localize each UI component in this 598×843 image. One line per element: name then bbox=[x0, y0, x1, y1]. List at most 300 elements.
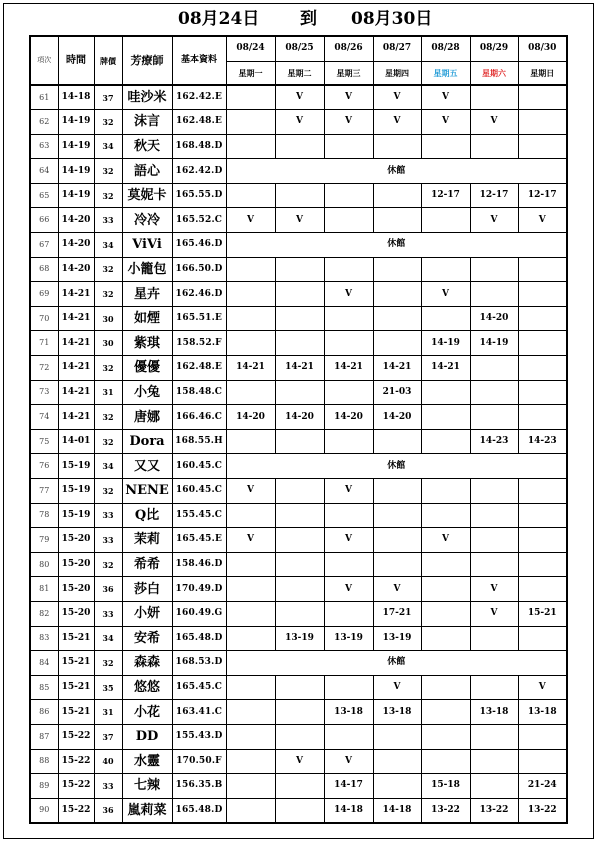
schedule-cell: V bbox=[373, 110, 421, 135]
schedule-cell bbox=[421, 405, 470, 430]
schedule-cell bbox=[518, 479, 567, 504]
schedule-cell bbox=[373, 774, 421, 799]
schedule-cell: 14-23 bbox=[518, 429, 567, 454]
row-number-cell: 87 bbox=[30, 724, 58, 749]
closed-cell: 休館 bbox=[226, 159, 567, 184]
date-header-0824: 08/24 bbox=[226, 36, 275, 61]
schedule-cell bbox=[324, 183, 373, 208]
schedule-cell bbox=[226, 257, 275, 282]
table-row bbox=[30, 651, 567, 676]
schedule-cell bbox=[324, 552, 373, 577]
schedule-cell bbox=[275, 798, 324, 823]
time-cell: 15-22 bbox=[58, 798, 94, 823]
time-cell: 15-20 bbox=[58, 552, 94, 577]
profile-cell: 162.46.D bbox=[172, 282, 226, 307]
schedule-cell: V bbox=[275, 749, 324, 774]
schedule-cell: V bbox=[324, 85, 373, 110]
schedule-cell: 13-18 bbox=[518, 700, 567, 725]
schedule-cell bbox=[373, 208, 421, 233]
schedule-cell: V bbox=[373, 85, 421, 110]
price-cell: 35 bbox=[94, 675, 122, 700]
table-row bbox=[30, 356, 567, 381]
schedule-cell bbox=[373, 528, 421, 553]
schedule-cell: 14-21 bbox=[421, 356, 470, 381]
price-cell: 32 bbox=[94, 405, 122, 430]
profile-cell: 166.50.D bbox=[172, 257, 226, 282]
price-cell: 33 bbox=[94, 601, 122, 626]
schedule-cell bbox=[518, 626, 567, 651]
therapist-name-cell: 安希 bbox=[122, 626, 172, 651]
row-number-cell: 64 bbox=[30, 159, 58, 184]
schedule-cell: 14-21 bbox=[275, 356, 324, 381]
schedule-cell bbox=[421, 552, 470, 577]
date-header-0830: 08/30 bbox=[518, 36, 567, 61]
schedule-cell bbox=[275, 257, 324, 282]
time-cell: 15-19 bbox=[58, 454, 94, 479]
schedule-cell bbox=[421, 503, 470, 528]
schedule-cell: V bbox=[518, 208, 567, 233]
schedule-cell bbox=[518, 749, 567, 774]
schedule-cell: 14-20 bbox=[373, 405, 421, 430]
schedule-cell bbox=[275, 528, 324, 553]
profile-cell: 158.46.D bbox=[172, 552, 226, 577]
row-number-cell: 73 bbox=[30, 380, 58, 405]
price-cell: 36 bbox=[94, 798, 122, 823]
table-row bbox=[30, 479, 567, 504]
table-row bbox=[30, 724, 567, 749]
schedule-cell bbox=[518, 110, 567, 135]
schedule-cell: 14-18 bbox=[373, 798, 421, 823]
time-cell: 15-19 bbox=[58, 479, 94, 504]
table-row bbox=[30, 257, 567, 282]
schedule-cell: 15-18 bbox=[421, 774, 470, 799]
therapist-name-cell: Q比 bbox=[122, 503, 172, 528]
schedule-cell bbox=[226, 749, 275, 774]
schedule-cell bbox=[373, 282, 421, 307]
schedule-cell bbox=[275, 675, 324, 700]
weekday-header-fri: 星期五 bbox=[421, 61, 470, 85]
schedule-cell bbox=[518, 503, 567, 528]
closed-cell: 休館 bbox=[226, 454, 567, 479]
table-row bbox=[30, 675, 567, 700]
schedule-cell: 13-18 bbox=[324, 700, 373, 725]
schedule-cell bbox=[421, 208, 470, 233]
table-row bbox=[30, 405, 567, 430]
time-cell: 14-19 bbox=[58, 110, 94, 135]
schedule-cell: V bbox=[470, 110, 518, 135]
therapist-name-cell: 莫妮卡 bbox=[122, 183, 172, 208]
time-cell: 15-22 bbox=[58, 724, 94, 749]
price-cell: 30 bbox=[94, 306, 122, 331]
time-cell: 14-21 bbox=[58, 356, 94, 381]
title-to: 到 bbox=[300, 9, 317, 29]
price-cell: 33 bbox=[94, 528, 122, 553]
schedule-table bbox=[29, 35, 568, 824]
schedule-cell bbox=[275, 577, 324, 602]
schedule-cell bbox=[226, 183, 275, 208]
schedule-cell bbox=[373, 749, 421, 774]
schedule-cell bbox=[518, 282, 567, 307]
schedule-cell bbox=[518, 331, 567, 356]
row-number-cell: 66 bbox=[30, 208, 58, 233]
schedule-cell: 14-17 bbox=[324, 774, 373, 799]
header-row-dates bbox=[30, 36, 567, 61]
schedule-cell bbox=[421, 749, 470, 774]
schedule-cell: V bbox=[324, 479, 373, 504]
schedule-cell bbox=[470, 282, 518, 307]
price-cell: 34 bbox=[94, 454, 122, 479]
schedule-cell bbox=[275, 134, 324, 159]
schedule-cell bbox=[324, 134, 373, 159]
schedule-cell: V bbox=[226, 528, 275, 553]
row-number-cell: 81 bbox=[30, 577, 58, 602]
row-number-cell: 68 bbox=[30, 257, 58, 282]
schedule-cell bbox=[226, 331, 275, 356]
therapist-name-cell: 冷冷 bbox=[122, 208, 172, 233]
time-cell: 15-20 bbox=[58, 528, 94, 553]
schedule-cell bbox=[275, 479, 324, 504]
row-number-cell: 77 bbox=[30, 479, 58, 504]
schedule-cell bbox=[470, 675, 518, 700]
schedule-cell bbox=[226, 798, 275, 823]
schedule-cell bbox=[275, 601, 324, 626]
table-row bbox=[30, 159, 567, 184]
schedule-cell bbox=[226, 380, 275, 405]
profile-cell: 155.43.D bbox=[172, 724, 226, 749]
schedule-cell bbox=[324, 675, 373, 700]
schedule-cell bbox=[421, 380, 470, 405]
row-number-cell: 90 bbox=[30, 798, 58, 823]
schedule-cell bbox=[421, 724, 470, 749]
row-number-cell: 69 bbox=[30, 282, 58, 307]
therapist-name-cell: 希希 bbox=[122, 552, 172, 577]
header-therapist: 芳療師 bbox=[122, 36, 172, 85]
table-row bbox=[30, 380, 567, 405]
schedule-cell bbox=[226, 552, 275, 577]
schedule-header bbox=[30, 36, 567, 85]
time-cell: 15-22 bbox=[58, 749, 94, 774]
schedule-cell: 13-19 bbox=[373, 626, 421, 651]
table-row bbox=[30, 601, 567, 626]
row-number-cell: 71 bbox=[30, 331, 58, 356]
schedule-cell: 14-21 bbox=[324, 356, 373, 381]
schedule-cell bbox=[518, 405, 567, 430]
schedule-cell bbox=[373, 306, 421, 331]
therapist-name-cell: 星卉 bbox=[122, 282, 172, 307]
profile-cell: 158.52.F bbox=[172, 331, 226, 356]
therapist-name-cell: 森森 bbox=[122, 651, 172, 676]
weekday-header-thu: 星期四 bbox=[373, 61, 421, 85]
time-cell: 14-19 bbox=[58, 159, 94, 184]
therapist-name-cell: ViVi bbox=[122, 233, 172, 258]
row-number-cell: 61 bbox=[30, 85, 58, 110]
therapist-name-cell: 莎白 bbox=[122, 577, 172, 602]
schedule-cell: 14-20 bbox=[324, 405, 373, 430]
schedule-cell: 12-17 bbox=[421, 183, 470, 208]
schedule-cell bbox=[470, 134, 518, 159]
price-cell: 36 bbox=[94, 577, 122, 602]
date-header-0829: 08/29 bbox=[470, 36, 518, 61]
therapist-name-cell: 水靈 bbox=[122, 749, 172, 774]
profile-cell: 165.45.C bbox=[172, 675, 226, 700]
schedule-cell: 13-18 bbox=[470, 700, 518, 725]
weekday-header-mon: 星期一 bbox=[226, 61, 275, 85]
time-cell: 15-20 bbox=[58, 601, 94, 626]
price-cell: 32 bbox=[94, 356, 122, 381]
row-number-cell: 85 bbox=[30, 675, 58, 700]
schedule-cell: 17-21 bbox=[373, 601, 421, 626]
closed-cell: 休館 bbox=[226, 233, 567, 258]
schedule-cell bbox=[324, 429, 373, 454]
schedule-cell bbox=[226, 134, 275, 159]
schedule-cell: 21-03 bbox=[373, 380, 421, 405]
time-cell: 15-21 bbox=[58, 626, 94, 651]
schedule-cell bbox=[226, 282, 275, 307]
therapist-name-cell: 七辣 bbox=[122, 774, 172, 799]
schedule-cell bbox=[226, 577, 275, 602]
schedule-cell bbox=[470, 405, 518, 430]
profile-cell: 166.46.C bbox=[172, 405, 226, 430]
schedule-cell bbox=[518, 85, 567, 110]
row-number-cell: 78 bbox=[30, 503, 58, 528]
row-number-cell: 76 bbox=[30, 454, 58, 479]
schedule-cell bbox=[275, 380, 324, 405]
price-cell: 40 bbox=[94, 749, 122, 774]
therapist-name-cell: DD bbox=[122, 724, 172, 749]
schedule-cell bbox=[324, 331, 373, 356]
schedule-cell bbox=[324, 724, 373, 749]
row-number-cell: 80 bbox=[30, 552, 58, 577]
price-cell: 32 bbox=[94, 110, 122, 135]
time-cell: 14-20 bbox=[58, 208, 94, 233]
therapist-name-cell: Dora bbox=[122, 429, 172, 454]
schedule-cell: V bbox=[421, 110, 470, 135]
time-cell: 14-21 bbox=[58, 306, 94, 331]
schedule-cell bbox=[373, 552, 421, 577]
schedule-cell bbox=[518, 724, 567, 749]
time-cell: 14-01 bbox=[58, 429, 94, 454]
schedule-cell bbox=[226, 429, 275, 454]
schedule-cell bbox=[518, 356, 567, 381]
schedule-body bbox=[30, 85, 567, 823]
schedule-cell bbox=[226, 110, 275, 135]
profile-cell: 165.48.D bbox=[172, 626, 226, 651]
schedule-cell bbox=[421, 479, 470, 504]
time-cell: 15-22 bbox=[58, 774, 94, 799]
table-row bbox=[30, 577, 567, 602]
schedule-cell bbox=[421, 306, 470, 331]
price-cell: 33 bbox=[94, 774, 122, 799]
time-cell: 14-21 bbox=[58, 331, 94, 356]
price-cell: 32 bbox=[94, 282, 122, 307]
row-number-cell: 86 bbox=[30, 700, 58, 725]
schedule-cell bbox=[226, 626, 275, 651]
schedule-cell bbox=[275, 774, 324, 799]
schedule-cell bbox=[373, 183, 421, 208]
schedule-cell bbox=[226, 774, 275, 799]
price-cell: 32 bbox=[94, 651, 122, 676]
schedule-cell: V bbox=[373, 577, 421, 602]
date-header-0828: 08/28 bbox=[421, 36, 470, 61]
profile-cell: 162.42.D bbox=[172, 159, 226, 184]
schedule-cell: 14-21 bbox=[226, 356, 275, 381]
therapist-name-cell: 語心 bbox=[122, 159, 172, 184]
profile-cell: 165.51.E bbox=[172, 306, 226, 331]
row-number-cell: 89 bbox=[30, 774, 58, 799]
table-row bbox=[30, 552, 567, 577]
schedule-cell bbox=[275, 552, 324, 577]
row-number-cell: 70 bbox=[30, 306, 58, 331]
price-cell: 33 bbox=[94, 208, 122, 233]
time-cell: 14-19 bbox=[58, 134, 94, 159]
table-row bbox=[30, 208, 567, 233]
schedule-cell bbox=[470, 528, 518, 553]
schedule-cell bbox=[226, 85, 275, 110]
profile-cell: 156.35.B bbox=[172, 774, 226, 799]
profile-cell: 165.48.D bbox=[172, 798, 226, 823]
schedule-cell bbox=[470, 503, 518, 528]
weekday-header-sun: 星期日 bbox=[518, 61, 567, 85]
schedule-cell: 13-19 bbox=[275, 626, 324, 651]
profile-cell: 163.41.C bbox=[172, 700, 226, 725]
schedule-cell bbox=[226, 724, 275, 749]
schedule-cell bbox=[324, 208, 373, 233]
schedule-cell bbox=[275, 700, 324, 725]
row-number-cell: 75 bbox=[30, 429, 58, 454]
table-row bbox=[30, 503, 567, 528]
header-time: 時間 bbox=[58, 36, 94, 85]
schedule-cell: V bbox=[275, 110, 324, 135]
schedule-cell bbox=[226, 306, 275, 331]
therapist-name-cell: 小兔 bbox=[122, 380, 172, 405]
profile-cell: 162.42.E bbox=[172, 85, 226, 110]
schedule-cell bbox=[421, 577, 470, 602]
profile-cell: 168.48.D bbox=[172, 134, 226, 159]
row-number-cell: 62 bbox=[30, 110, 58, 135]
schedule-cell: V bbox=[421, 282, 470, 307]
therapist-name-cell: 優優 bbox=[122, 356, 172, 381]
schedule-cell: V bbox=[324, 282, 373, 307]
schedule-cell: V bbox=[421, 528, 470, 553]
table-row bbox=[30, 331, 567, 356]
schedule-cell bbox=[373, 479, 421, 504]
schedule-cell bbox=[518, 257, 567, 282]
schedule-cell bbox=[470, 626, 518, 651]
row-number-cell: 72 bbox=[30, 356, 58, 381]
schedule-cell bbox=[373, 724, 421, 749]
time-cell: 14-21 bbox=[58, 405, 94, 430]
table-row bbox=[30, 528, 567, 553]
weekday-header-tue: 星期二 bbox=[275, 61, 324, 85]
schedule-cell: 13-19 bbox=[324, 626, 373, 651]
weekday-header-wed: 星期三 bbox=[324, 61, 373, 85]
schedule-cell bbox=[518, 134, 567, 159]
schedule-cell bbox=[470, 774, 518, 799]
schedule-cell: V bbox=[226, 208, 275, 233]
row-number-cell: 84 bbox=[30, 651, 58, 676]
schedule-cell: V bbox=[324, 577, 373, 602]
schedule-cell: 13-18 bbox=[373, 700, 421, 725]
schedule-cell bbox=[518, 552, 567, 577]
time-cell: 14-20 bbox=[58, 233, 94, 258]
schedule-cell: V bbox=[324, 528, 373, 553]
schedule-cell bbox=[518, 577, 567, 602]
header-index: 項次 bbox=[30, 36, 58, 85]
header-price: 牌價 bbox=[94, 36, 122, 85]
therapist-name-cell: 如煙 bbox=[122, 306, 172, 331]
schedule-cell: 14-18 bbox=[324, 798, 373, 823]
schedule-cell bbox=[324, 257, 373, 282]
title-start-date: 08月24日 bbox=[178, 9, 260, 29]
time-cell: 15-19 bbox=[58, 503, 94, 528]
price-cell: 31 bbox=[94, 380, 122, 405]
schedule-cell: 12-17 bbox=[470, 183, 518, 208]
table-row bbox=[30, 749, 567, 774]
schedule-cell bbox=[373, 134, 421, 159]
schedule-cell: V bbox=[470, 577, 518, 602]
price-cell: 32 bbox=[94, 429, 122, 454]
therapist-name-cell: 小籠包 bbox=[122, 257, 172, 282]
price-cell: 32 bbox=[94, 159, 122, 184]
profile-cell: 162.48.E bbox=[172, 110, 226, 135]
table-row bbox=[30, 626, 567, 651]
schedule-cell bbox=[275, 183, 324, 208]
weekday-header-sat: 星期六 bbox=[470, 61, 518, 85]
row-number-cell: 67 bbox=[30, 233, 58, 258]
price-cell: 34 bbox=[94, 233, 122, 258]
time-cell: 15-21 bbox=[58, 700, 94, 725]
profile-cell: 170.50.F bbox=[172, 749, 226, 774]
schedule-cell: 15-21 bbox=[518, 601, 567, 626]
schedule-cell bbox=[275, 331, 324, 356]
profile-cell: 168.53.D bbox=[172, 651, 226, 676]
schedule-cell: 14-20 bbox=[226, 405, 275, 430]
row-number-cell: 83 bbox=[30, 626, 58, 651]
date-header-0825: 08/25 bbox=[275, 36, 324, 61]
time-cell: 14-18 bbox=[58, 85, 94, 110]
price-cell: 32 bbox=[94, 552, 122, 577]
schedule-cell: 14-20 bbox=[470, 306, 518, 331]
schedule-cell bbox=[324, 380, 373, 405]
schedule-cell: 14-19 bbox=[421, 331, 470, 356]
time-cell: 14-21 bbox=[58, 380, 94, 405]
therapist-name-cell: 小妍 bbox=[122, 601, 172, 626]
table-row bbox=[30, 306, 567, 331]
time-cell: 14-19 bbox=[58, 183, 94, 208]
table-row bbox=[30, 700, 567, 725]
therapist-name-cell: 嵐莉菜 bbox=[122, 798, 172, 823]
schedule-cell: 13-22 bbox=[421, 798, 470, 823]
price-cell: 32 bbox=[94, 183, 122, 208]
schedule-cell bbox=[275, 282, 324, 307]
schedule-cell bbox=[421, 626, 470, 651]
time-cell: 14-20 bbox=[58, 257, 94, 282]
schedule-cell bbox=[421, 675, 470, 700]
row-number-cell: 74 bbox=[30, 405, 58, 430]
profile-cell: 165.52.C bbox=[172, 208, 226, 233]
schedule-cell bbox=[470, 85, 518, 110]
time-cell: 15-21 bbox=[58, 675, 94, 700]
schedule-cell bbox=[421, 700, 470, 725]
time-cell: 15-20 bbox=[58, 577, 94, 602]
table-row bbox=[30, 183, 567, 208]
therapist-name-cell: 小花 bbox=[122, 700, 172, 725]
price-cell: 37 bbox=[94, 724, 122, 749]
schedule-cell bbox=[226, 503, 275, 528]
schedule-cell bbox=[421, 601, 470, 626]
schedule-cell bbox=[226, 700, 275, 725]
schedule-cell bbox=[421, 257, 470, 282]
